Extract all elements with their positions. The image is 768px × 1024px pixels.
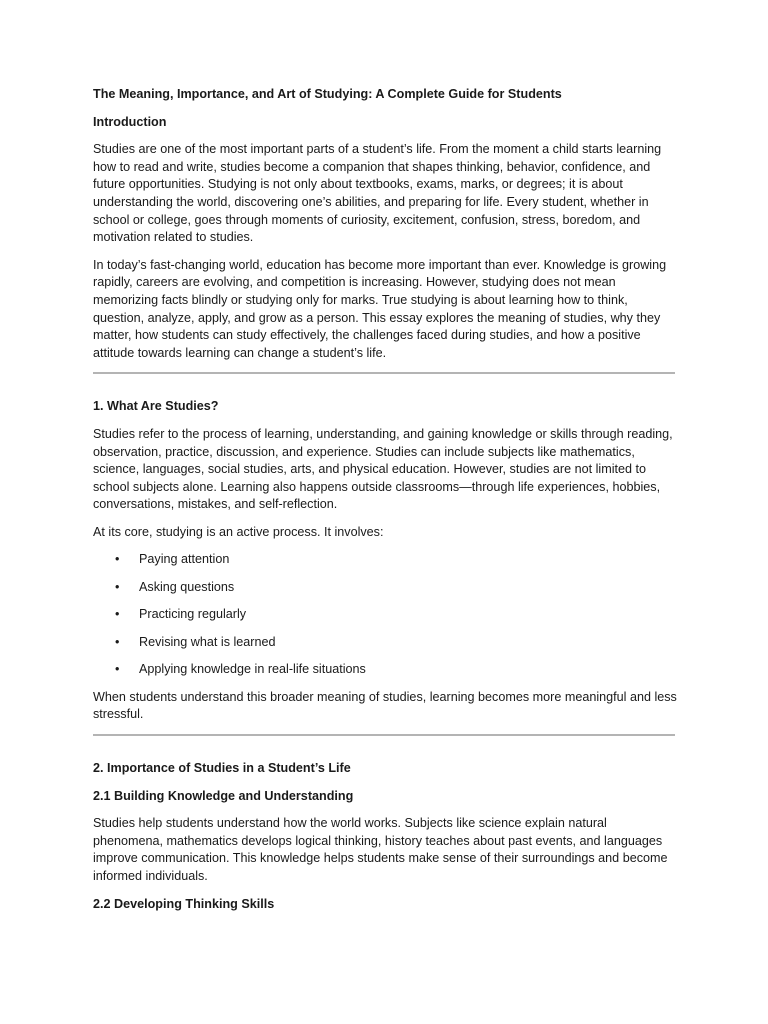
list-item [93, 661, 678, 679]
list-item-text: Revising what is learned [139, 634, 276, 649]
study-activities-list [93, 551, 678, 679]
introduction-paragraph-1: Studies are one of the most important parts of a student’s life. From the moment a child starts learning how to read and write, studies become a companion that shapes thinking, behavior, confidence, and future opportunities. Studying is not only about textbooks, exams, marks, or degrees; it is about understanding the world, discovering one’s abilities, and preparing for life. Every student, whether in school or college, goes through moments of curiosity, excitement, confusion, stress, boredom, and motivation related to studies. [93, 142, 662, 245]
list-item [93, 634, 678, 652]
bullet-icon: • [115, 634, 120, 649]
section-divider [93, 734, 675, 736]
list-item-text: Asking questions [139, 579, 235, 594]
section-2-1-paragraph: Studies help students understand how the world works. Subjects like science explain natural phenomena, mathematics develops logical thinking, history teaches about past events, and languages improve communication. This knowledge helps students make sense of their surroundings and become informed individuals. [93, 816, 668, 884]
list-item [93, 551, 678, 569]
list-item-text: Applying knowledge in real-life situations [139, 662, 366, 677]
bullet-icon: • [115, 552, 120, 567]
section-1-heading: 1. What Are Studies? [93, 399, 219, 414]
document-body [93, 86, 678, 923]
list-item-text: Paying attention [139, 552, 230, 567]
section-divider [93, 372, 675, 374]
list-item-text: Practicing regularly [139, 607, 247, 622]
section-1-paragraph-2: At its core, studying is an active process. It involves: [93, 524, 384, 539]
section-1-closing-paragraph: When students understand this broader meaning of studies, learning becomes more meaningful and less stressful. [93, 689, 677, 722]
document-title: The Meaning, Importance, and Art of Studying: A Complete Guide for Students [93, 87, 562, 101]
section-2-2-heading: 2.2 Developing Thinking Skills [93, 896, 275, 911]
bullet-icon: • [115, 662, 120, 677]
introduction-paragraph-2: In today’s fast-changing world, education has become more important than ever. Knowledge is growing rapidly, careers are evolving, and competition is increasing. However, studying does not mean memorizing facts blindly or studying only for marks. True studying is about learning how to think, question, analyze, apply, and grow as a person. This essay explores the meaning of studies, why they matter, how students can study effectively, the challenges faced during studies, and how a positive attitude towards learning can change a student’s life. [93, 257, 667, 360]
bullet-icon: • [115, 579, 120, 594]
introduction-heading: Introduction [93, 114, 167, 129]
list-item [93, 606, 678, 624]
section-2-heading: 2. Importance of Studies in a Student’s Life [93, 761, 351, 776]
bullet-icon: • [115, 607, 120, 622]
list-item [93, 579, 678, 597]
section-1-paragraph-1: Studies refer to the process of learning, understanding, and gaining knowledge or skills through reading, observation, practice, discussion, and experience. Studies can include subjects like mathematics, science, languages, social studies, arts, and physical education. However, studies are not limited to school subjects alone. Learning also happens outside classrooms—through life experiences, hobbies, conversations, mistakes, and self-reflection. [93, 426, 673, 512]
section-2-1-heading: 2.1 Building Knowledge and Understanding [93, 788, 354, 803]
